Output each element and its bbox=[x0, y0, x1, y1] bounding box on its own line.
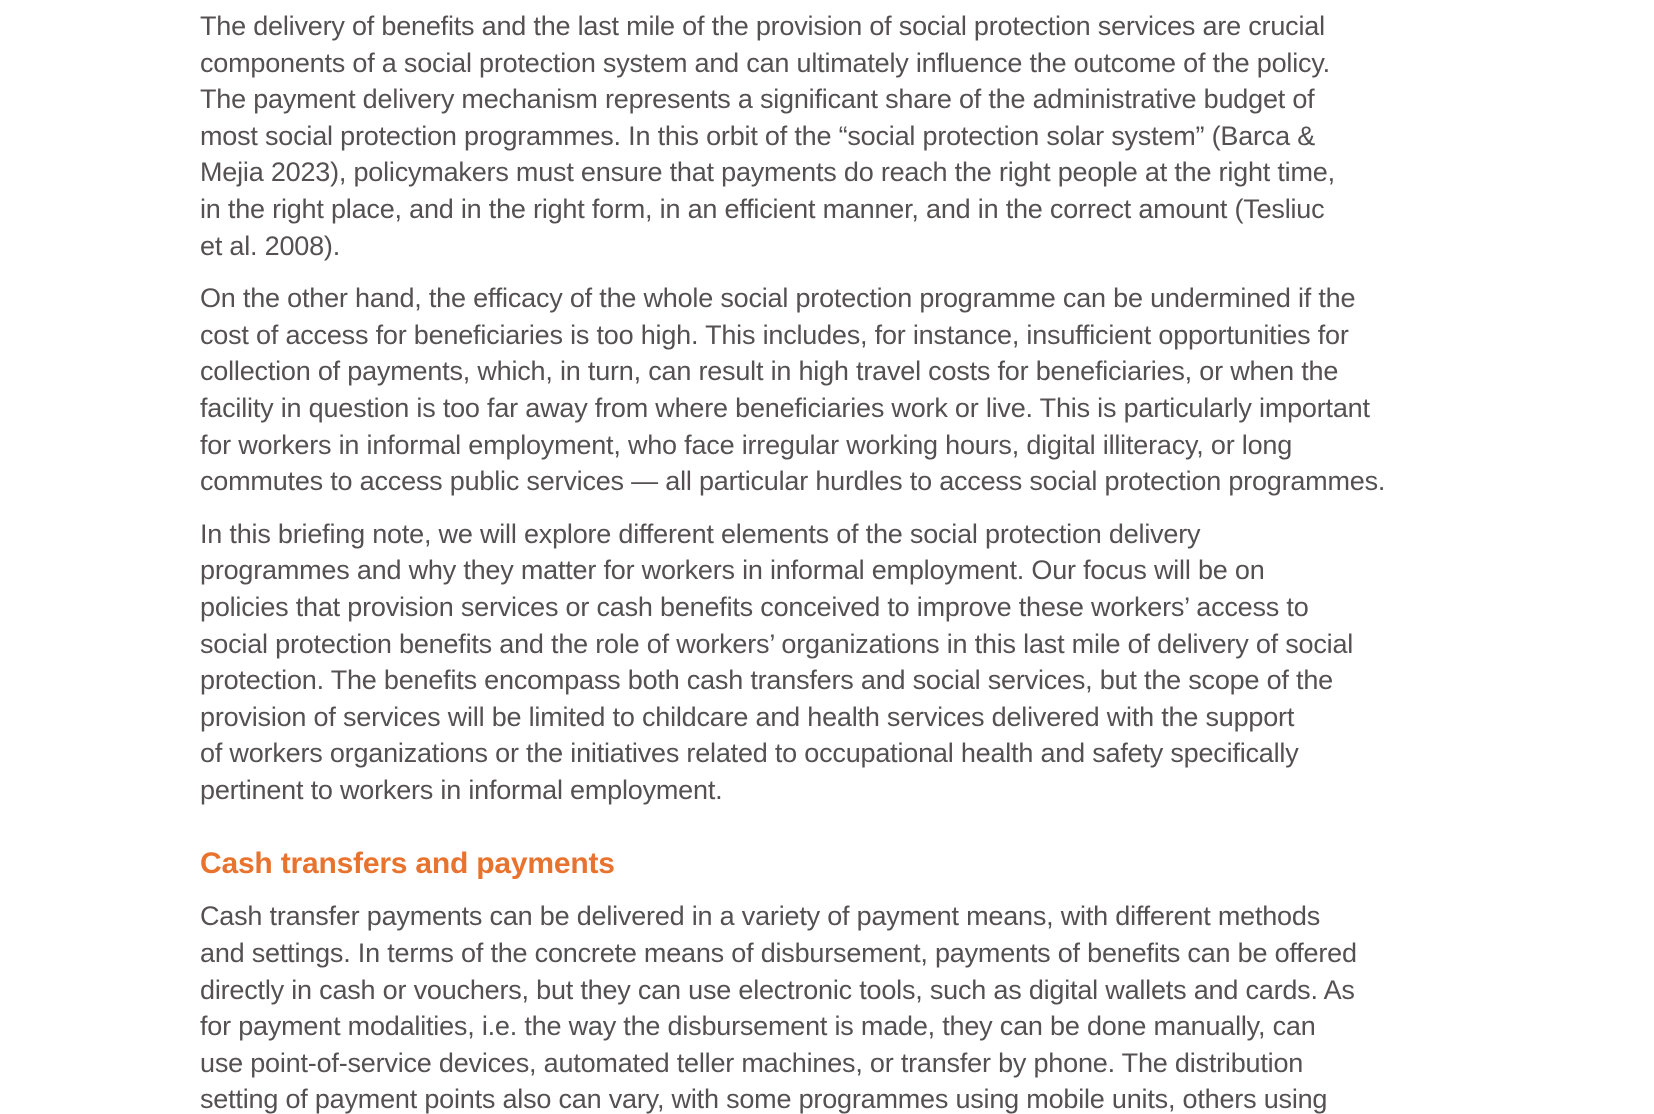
text-line: protection. The benefits encompass both cash transfers and social services, but the scope of the bbox=[200, 665, 1333, 696]
text-line: components of a social protection system and can ultimately influence the outcome of the policy. bbox=[200, 47, 1330, 78]
text-line: On the other hand, the efficacy of the whole social protection programme can be undermined if the bbox=[200, 283, 1356, 314]
text-line: cost of access for beneficiaries is too high. This includes, for instance, insufficient opportunities for bbox=[200, 319, 1349, 350]
text-line: Cash transfer payments can be delivered in a variety of payment means, with different methods bbox=[200, 901, 1320, 932]
text-line: setting of payment points also can vary, with some programmes using mobile units, others using bbox=[200, 1084, 1328, 1114]
text-line: use point-of-service devices, automated teller machines, or transfer by phone. The distribution bbox=[200, 1047, 1304, 1078]
text-line: for workers in informal employment, who face irregular working hours, digital illiteracy, or long bbox=[200, 429, 1293, 460]
text-line: in the right place, and in the right form, in an efficient manner, and in the correct amount (Tesliuc bbox=[200, 193, 1325, 224]
text-line: for payment modalities, i.e. the way the disbursement is made, they can be done manually, can bbox=[200, 1011, 1316, 1042]
paragraph-delivery-intro bbox=[200, 8, 1460, 264]
paragraph-cash-transfers bbox=[200, 898, 1460, 1114]
text-line: most social protection programmes. In this orbit of the “social protection solar system” (Barca & bbox=[200, 120, 1316, 151]
text-line: et al. 2008). bbox=[200, 230, 340, 261]
paragraph-cost-of-access bbox=[200, 280, 1460, 500]
section-heading: Cash transfers and payments bbox=[200, 847, 615, 881]
text-line: programmes and why they matter for workers in informal employment. Our focus will be on bbox=[200, 555, 1265, 586]
text-line: commutes to access public services — all particular hurdles to access social protection programmes. bbox=[200, 466, 1386, 497]
text-line: directly in cash or vouchers, but they can use electronic tools, such as digital wallets and cards. As bbox=[200, 974, 1355, 1005]
text-line: provision of services will be limited to childcare and health services delivered with the support bbox=[200, 701, 1295, 732]
document-body bbox=[200, 8, 1460, 1114]
paragraph-briefing-scope bbox=[200, 516, 1460, 809]
text-line: and settings. In terms of the concrete means of disbursement, payments of benefits can be offered bbox=[200, 938, 1357, 969]
text-line: collection of payments, which, in turn, can result in high travel costs for beneficiaries, or when the bbox=[200, 356, 1339, 387]
text-line: The payment delivery mechanism represents a significant share of the administrative budget of bbox=[200, 84, 1315, 115]
text-line: pertinent to workers in informal employment. bbox=[200, 774, 723, 805]
text-line: policies that provision services or cash benefits conceived to improve these workers’ access to bbox=[200, 591, 1309, 622]
text-line: social protection benefits and the role of workers’ organizations in this last mile of delivery of social bbox=[200, 628, 1354, 659]
text-line: facility in question is too far away from where beneficiaries work or live. This is particularly important bbox=[200, 392, 1370, 423]
text-line: In this briefing note, we will explore different elements of the social protection delivery bbox=[200, 518, 1201, 549]
text-line: of workers organizations or the initiatives related to occupational health and safety specifically bbox=[200, 738, 1299, 769]
text-line: Mejia 2023), policymakers must ensure that payments do reach the right people at the right time, bbox=[200, 157, 1335, 188]
text-line: The delivery of benefits and the last mile of the provision of social protection services are crucial bbox=[200, 11, 1325, 41]
